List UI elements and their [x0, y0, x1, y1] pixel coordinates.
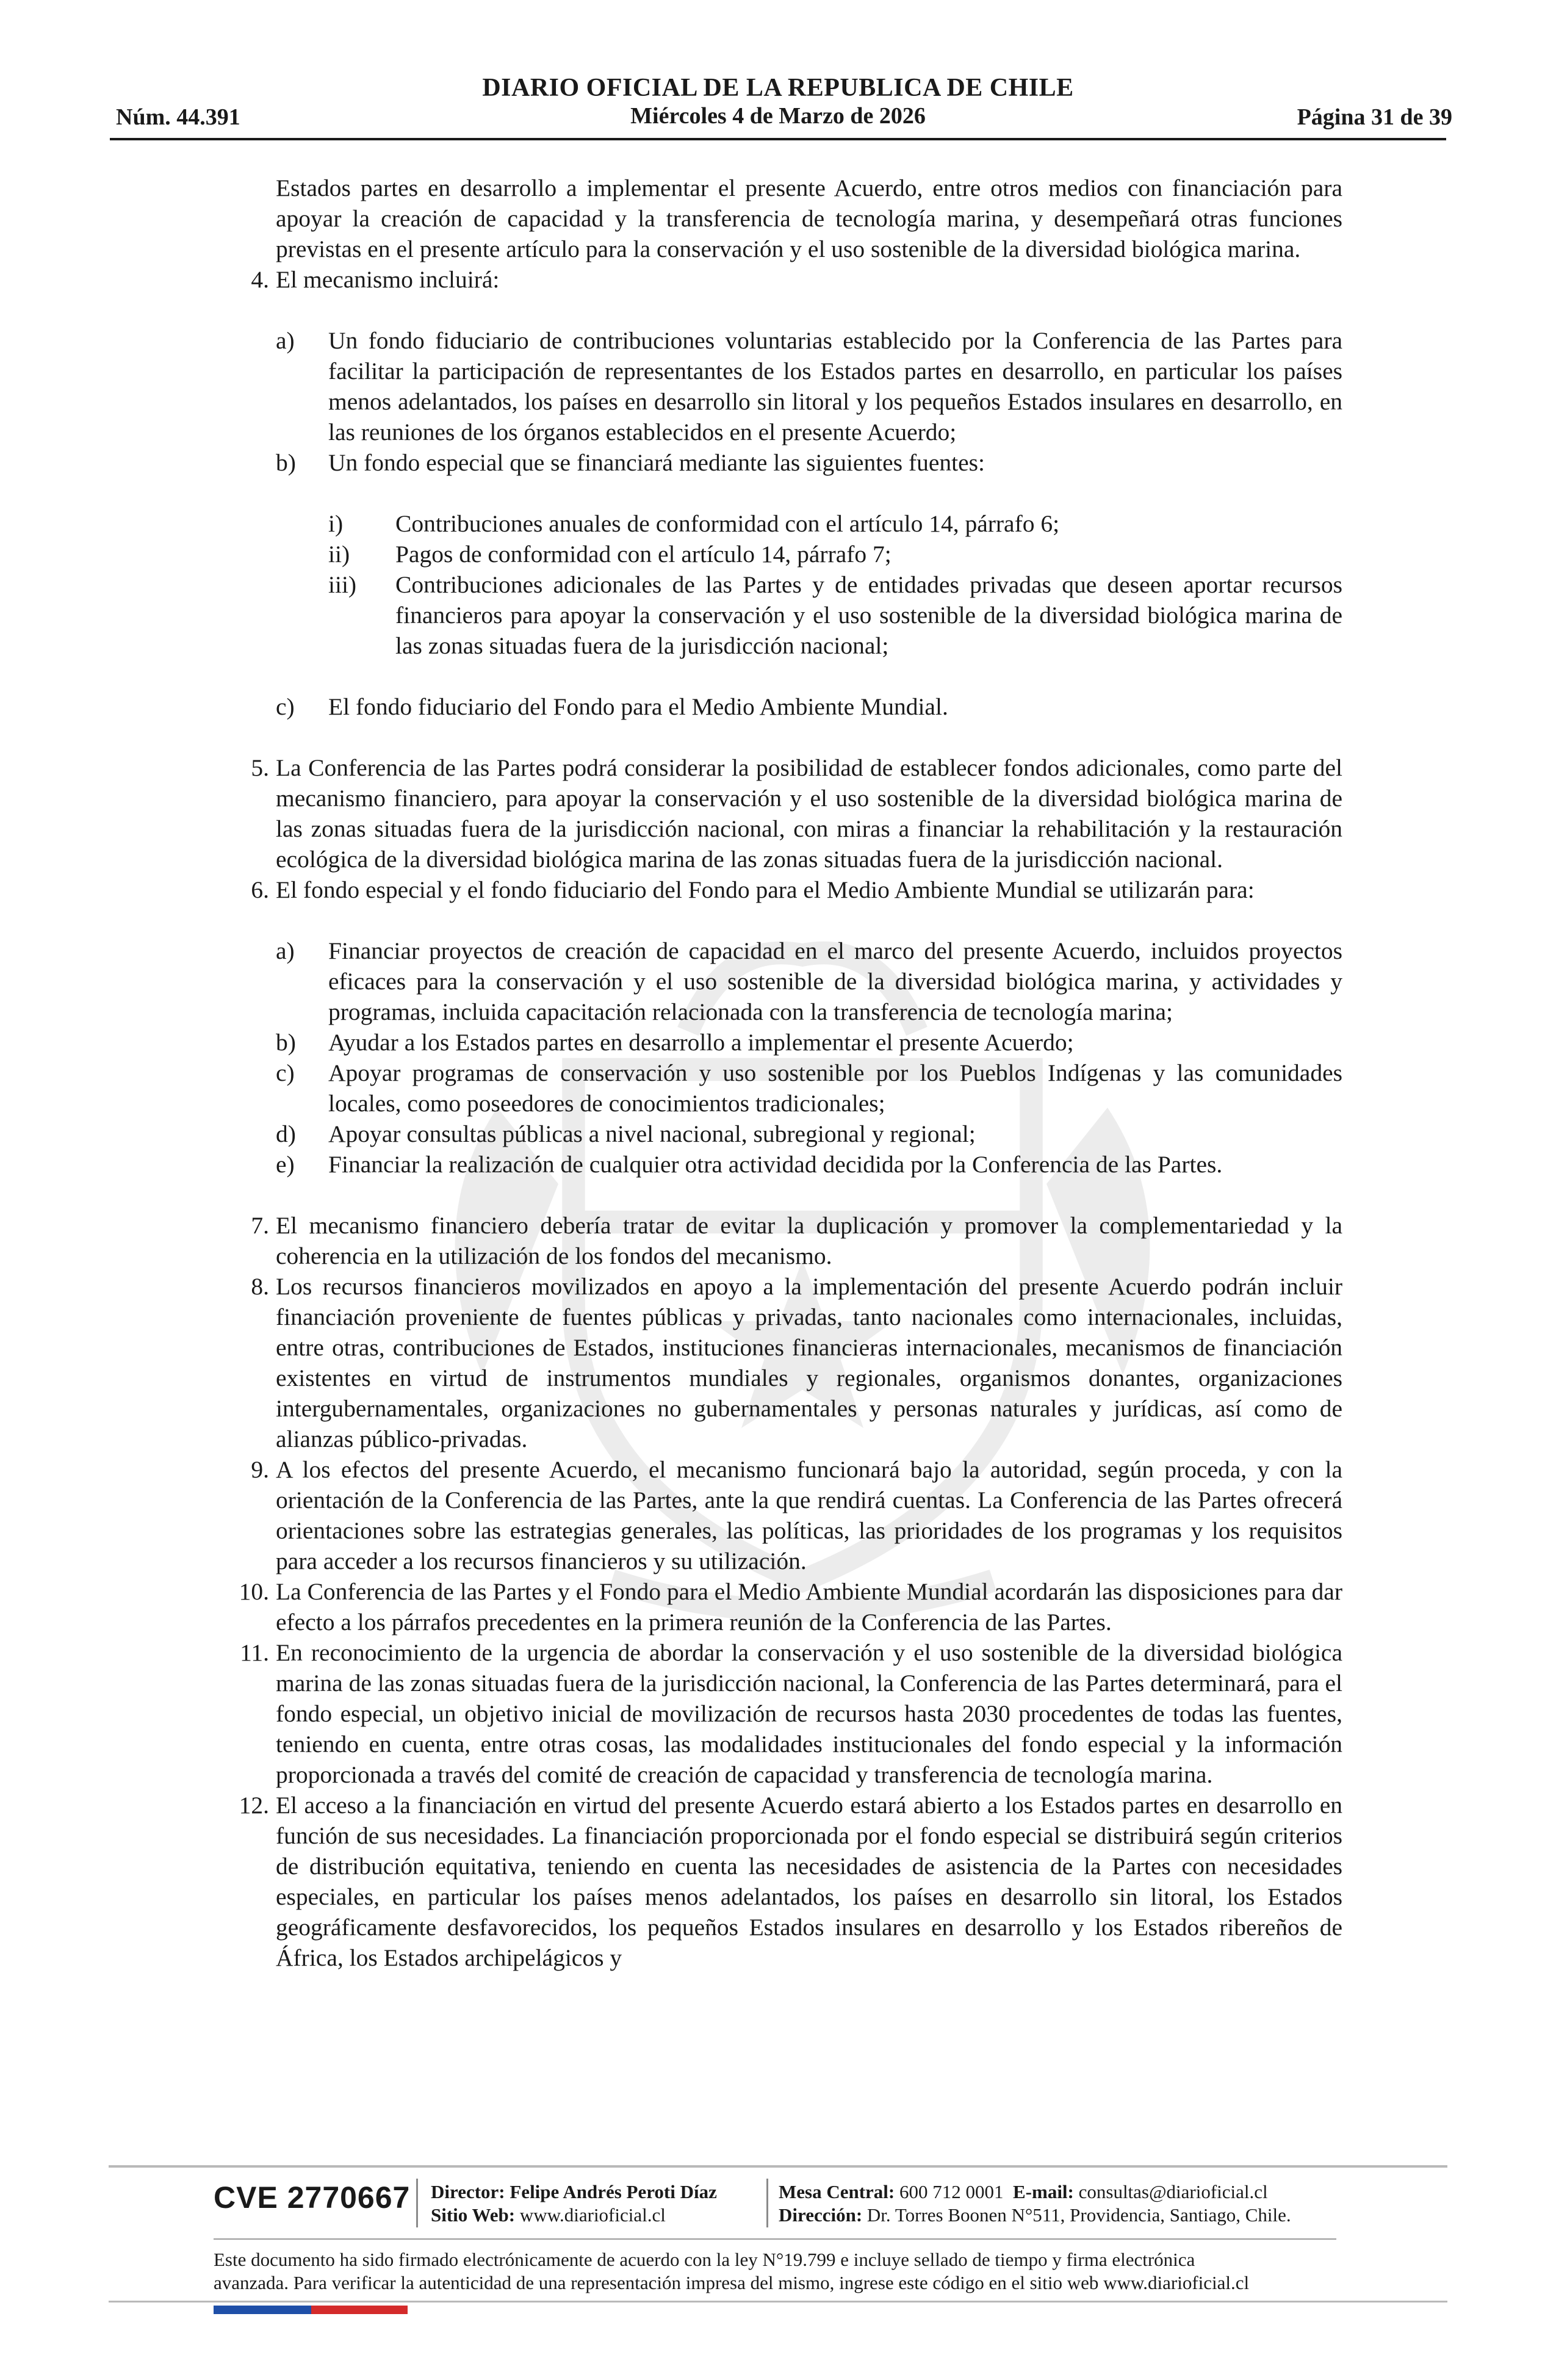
document-body: [0, 173, 1556, 1973]
address: Dr. Torres Boonen N°511, Providencia, Santiago, Chile.: [866, 2204, 1291, 2226]
footer-divider-bottom: [109, 2301, 1447, 2302]
paragraph-continuation: Estados partes en desarrollo a implementar el presente Acuerdo, entre otros medios con financiación para apoyar la creación de capacidad y la transferencia de tecnología marina, y desempeñará otras funciones previstas en el presente artículo para la conservación y el uso sostenible de la diversidad biológica marina.: [276, 175, 1342, 262]
newspaper-title: DIARIO OFICIAL DE LA REPUBLICA DE CHILE: [482, 74, 1074, 102]
cve-code: CVE 2770667: [214, 2180, 411, 2215]
director-name: Felipe Andrés Peroti Díaz: [510, 2181, 717, 2202]
paragraph-6: 6. El fondo especial y el fondo fiduciario del Fondo para el Medio Ambiente Mundial se utilizarán para:: [251, 876, 1255, 903]
subparagraph-6a: a) Financiar proyectos de creación de capacidad en el marco del presente Acuerdo, incluidos proyectos eficaces para la conservación y el uso sostenible de la diversidad biológica marina, y actividades y programas, incluida capacitación relacionada con la transferencia de tecnología marina;: [276, 937, 1342, 1025]
website-link[interactable]: www.diarioficial.cl: [519, 2204, 666, 2226]
issue-number: Núm. 44.391: [116, 104, 240, 130]
phone-number: 600 712 0001: [899, 2181, 1004, 2202]
footer-divider-mid: [214, 2238, 1336, 2240]
paragraph-10: 10. La Conferencia de las Partes y el Fondo para el Medio Ambiente Mundial acordarán las disposiciones para dar efecto a los párrafos precedentes en la primera reunión de la Conferencia de las Partes.: [239, 1578, 1342, 1635]
header-divider: [110, 138, 1446, 140]
page-number: Página 31 de 39: [1297, 104, 1452, 130]
paragraph-7: 7. El mecanismo financiero debería tratar de evitar la duplicación y promover la complementariedad y la coherencia en la utilización de los fondos del mecanismo.: [251, 1212, 1342, 1269]
footer-separator: [416, 2179, 418, 2227]
paragraph-9: 9. A los efectos del presente Acuerdo, el mecanismo funcionará bajo la autoridad, según proceda, y con la orientación de la Conferencia de las Partes, ante la que rendirá cuentas. La Conferencia de las Partes ofrecerá orientaciones sobre las estrategias generales, las políticas, las prioridades de los programas y los requisitos para acceder a los recursos financieros y su utilización.: [251, 1456, 1342, 1574]
item-4b-iii: iii) Contribuciones adicionales de las Partes y de entidades privadas que deseen aportar recursos financieros para apoyar la conservación y el uso sostenible de la diversidad biológica marina de las zonas situadas fuera de la jurisdicción nacional;: [328, 571, 1342, 659]
subparagraph-6b: b) Ayudar a los Estados partes en desarrollo a implementar el presente Acuerdo;: [276, 1029, 1074, 1056]
footer-contact-block: Mesa Central: 600 712 0001 E-mail: consultas@diarioficial.cl Dirección: Dr. Torres Boonen N°511, Providencia, Santiago, Chile.: [779, 2181, 1291, 2226]
subparagraph-4b: b) Un fondo especial que se financiará mediante las siguientes fuentes:: [276, 449, 985, 476]
item-4b-ii: ii) Pagos de conformidad con el artículo 14, párrafo 7;: [328, 541, 891, 568]
paragraph-8: 8. Los recursos financieros movilizados en apoyo a la implementación del presente Acuerdo podrán incluir financiación proveniente de fuentes públicas y privadas, tanto nacionales como internacionales, incluidas, entre otras, contribuciones de Estados, instituciones financieras internacionales, mecanismos de financiación existentes en virtud de instrumentos mundiales y regionales, organismos donantes, organizaciones intergubernamentales, organizaciones no gubernamentales y personas naturales y jurídicas, así como de alianzas público-privadas.: [251, 1273, 1342, 1452]
flag-blue-segment: [214, 2306, 311, 2314]
item-4b-i: i) Contribuciones anuales de conformidad con el artículo 14, párrafo 6;: [328, 510, 1060, 537]
paragraph-12: 12. El acceso a la financiación en virtud del presente Acuerdo estará abierto a los Estados partes en desarrollo en función de sus necesidades. La financiación proporcionada por el fondo especial se distribuirá según criterios de distribución equitativa, teniendo en cuenta las necesidades de asistencia de la Partes con necesidades especiales, en particular los países menos adelantados, los países en desarrollo sin litoral, los Estados geográficamente desfavorecidos, los pequeños Estados insulares en desarrollo y los Estados ribereños de África, los Estados archipelágicos y: [239, 1792, 1342, 1971]
paragraph-4: 4. El mecanismo incluirá:: [251, 266, 500, 293]
subparagraph-6e: e) Financiar la realización de cualquier otra actividad decidida por la Conferencia de las Partes.: [276, 1151, 1223, 1178]
issue-date: Miércoles 4 de Marzo de 2026: [630, 103, 926, 129]
flag-stripe: [214, 2306, 408, 2314]
subparagraph-4c: c) El fondo fiduciario del Fondo para el Medio Ambiente Mundial.: [276, 693, 948, 720]
footer-separator: [766, 2179, 768, 2227]
footer-director-block: Director: Felipe Andrés Peroti Díaz Sitio Web: www.diarioficial.cl: [431, 2181, 717, 2226]
flag-red-segment: [311, 2306, 408, 2314]
email-link[interactable]: consultas@diarioficial.cl: [1078, 2181, 1268, 2202]
subparagraph-6c: c) Apoyar programas de conservación y uso sostenible por los Pueblos Indígenas y las comunidades locales, como poseedores de conocimientos tradicionales;: [276, 1059, 1342, 1117]
footer-divider-top: [109, 2165, 1447, 2168]
subparagraph-6d: d) Apoyar consultas públicas a nivel nacional, subregional y regional;: [276, 1120, 976, 1147]
paragraph-11: 11. En reconocimiento de la urgencia de abordar la conservación y el uso sostenible de la diversidad biológica marina de las zonas situadas fuera de la jurisdicción nacional, la Conferencia de las Partes determinará, para el fondo especial, un objetivo inicial de movilización de recursos hasta 2030 procedentes de todas las fuentes, teniendo en cuenta, entre otras cosas, las modalidades institucionales del fondo especial y la información proporcionada a través del comité de creación de capacidad y transferencia de tecnología marina.: [240, 1639, 1342, 1788]
paragraph-5: 5. La Conferencia de las Partes podrá considerar la posibilidad de establecer fondos adicionales, como parte del mecanismo financiero, para apoyar la conservación y el uso sostenible de la diversidad biológica marina de las zonas situadas fuera de la jurisdicción nacional, con miras a financiar la rehabilitación y la restauración ecológica de la diversidad biológica marina de las zonas situadas fuera de la jurisdicción nacional.: [251, 754, 1342, 873]
subparagraph-4a: a) Un fondo fiduciario de contribuciones voluntarias establecido por la Conferencia de las Partes para facilitar la participación de representantes de los Estados partes en desarrollo, en particular los países menos adelantados, los países en desarrollo sin litoral y los pequeños Estados insulares en desarrollo, en las reuniones de los órganos establecidos en el presente Acuerdo;: [276, 327, 1342, 445]
legal-notice: Este documento ha sido firmado electrónicamente de acuerdo con la ley N°19.799 e incluye sellado de tiempo y firma electrónica avanzada. Para verificar la autenticidad de una representación impresa del mismo, ingrese este código en el sitio web www.diarioficial.cl: [214, 2249, 1250, 2293]
